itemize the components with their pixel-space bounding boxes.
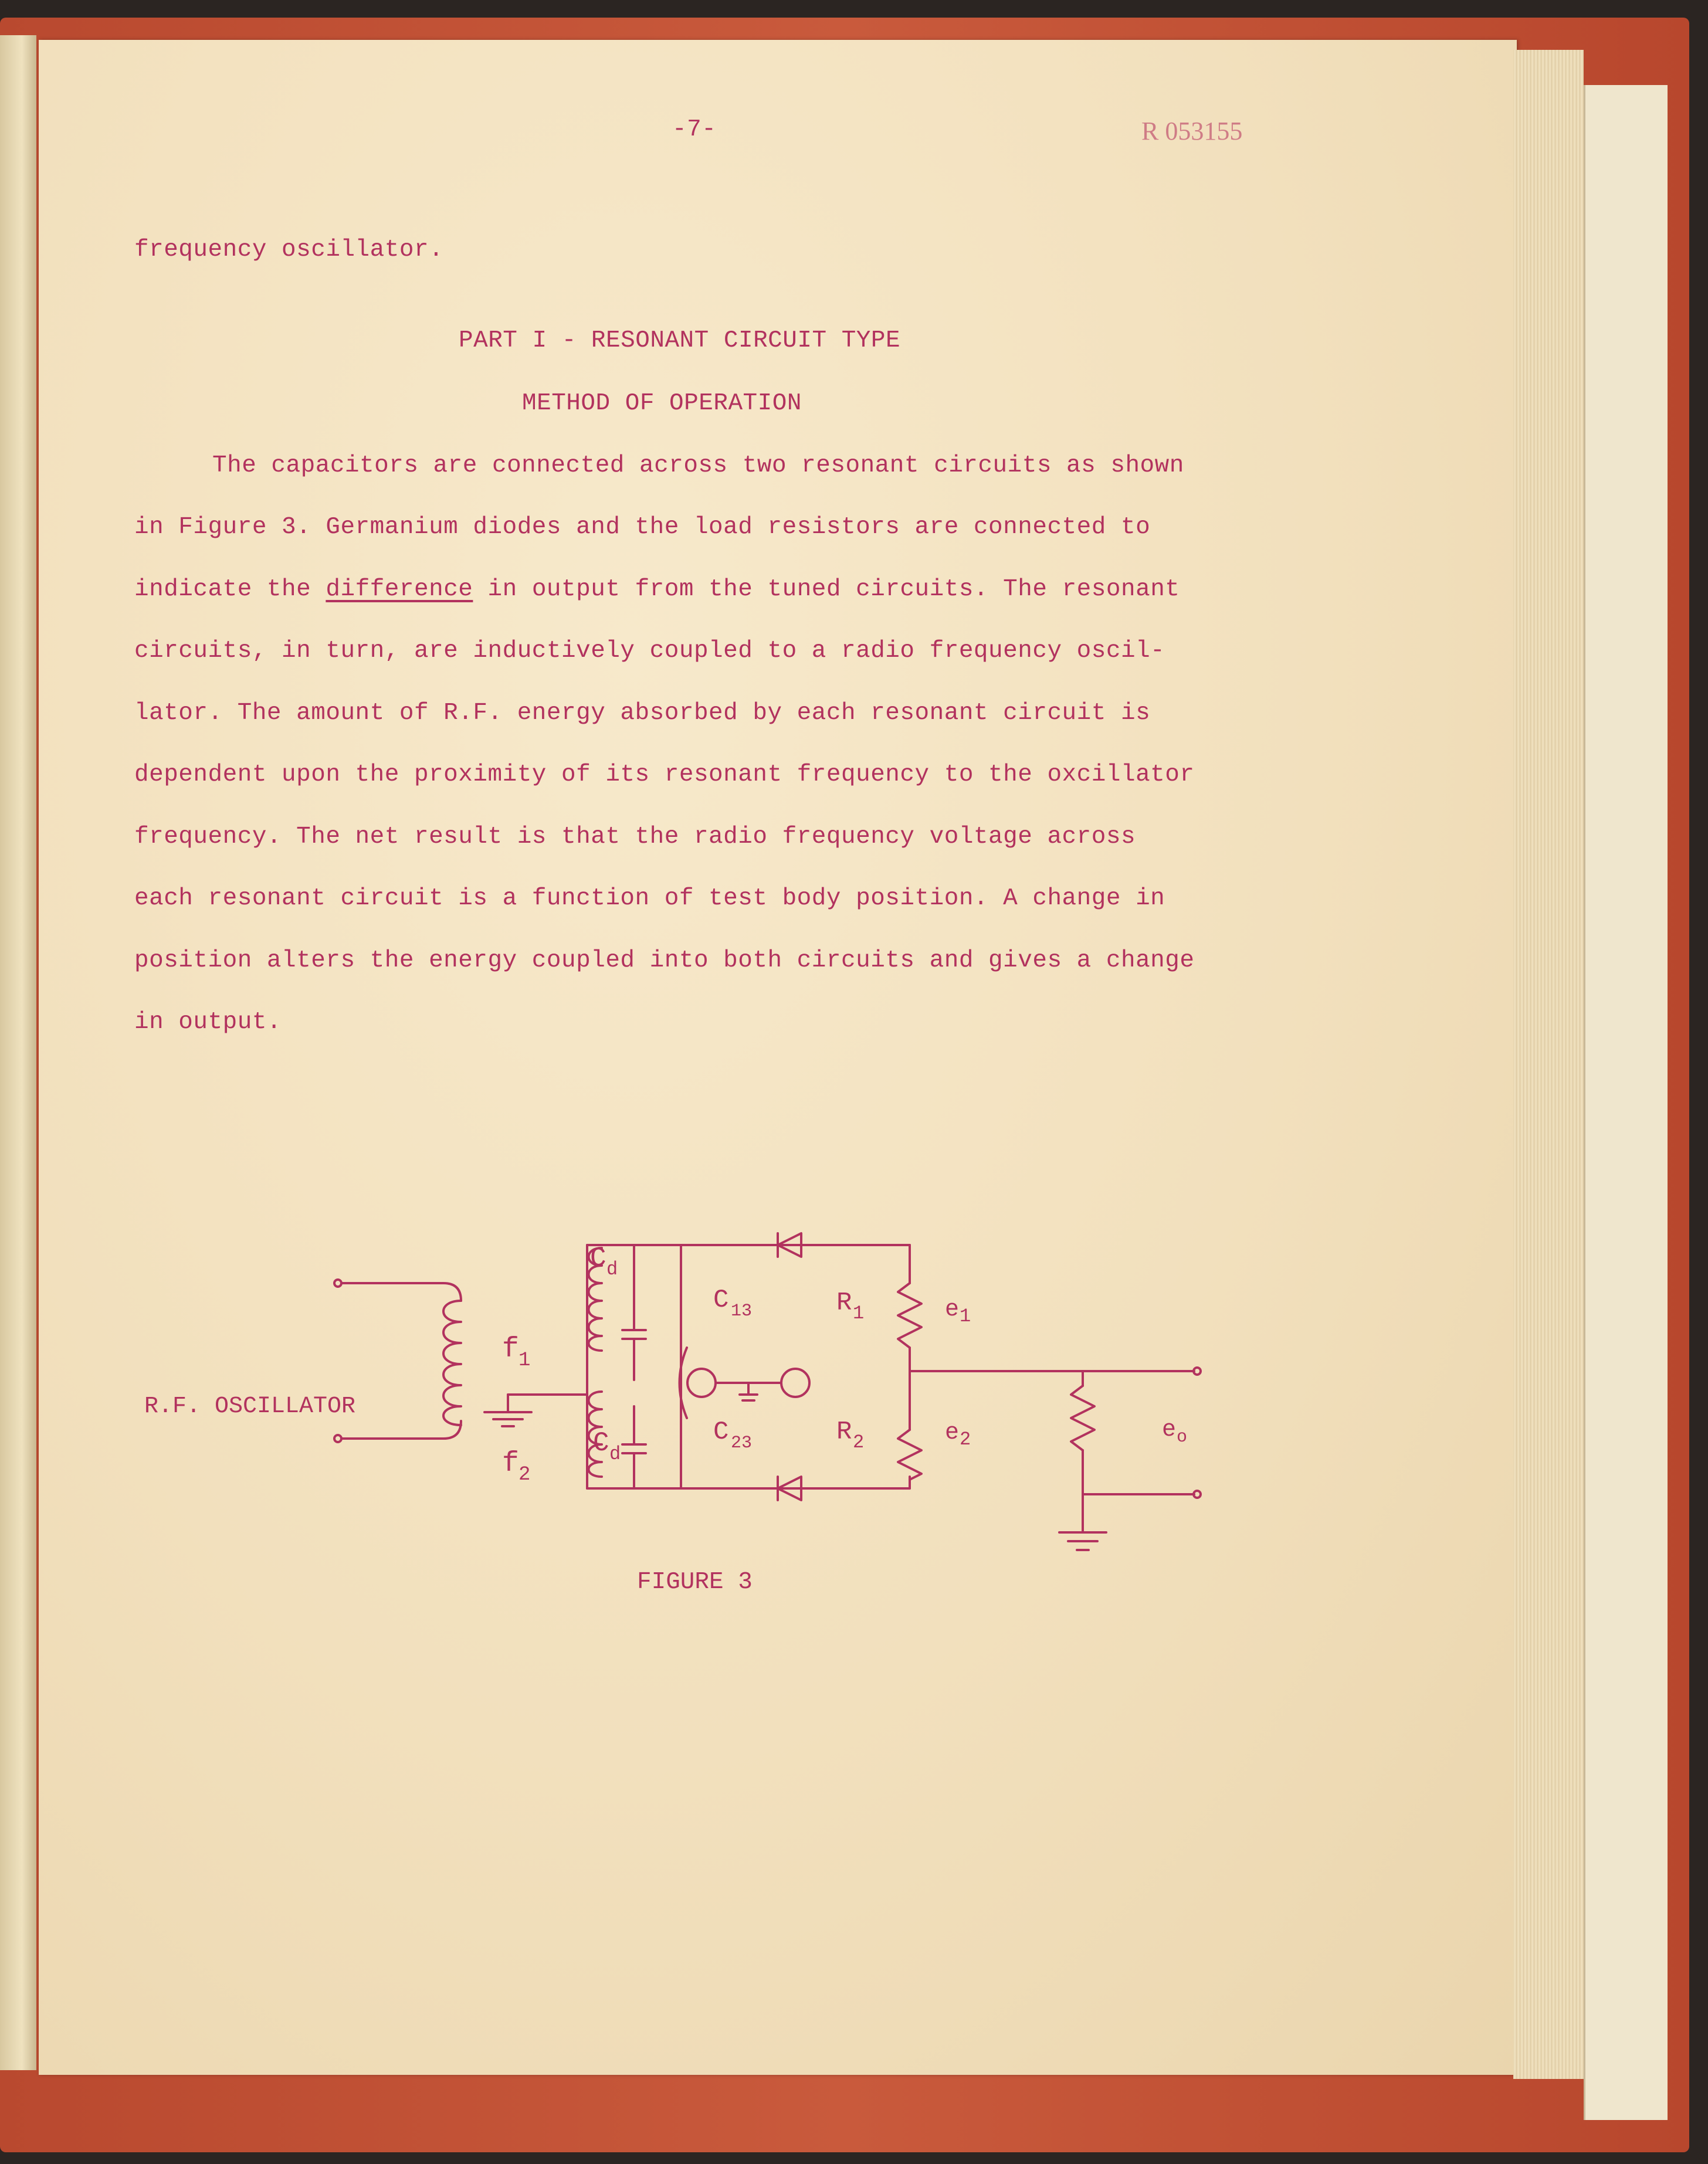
page-number: -7- (672, 116, 717, 143)
label-c13-sub: 13 (731, 1301, 753, 1321)
left-page-edge (0, 35, 36, 2070)
document-stamp: R 053155 (1141, 117, 1243, 145)
output-terminal-bottom (1194, 1491, 1201, 1498)
paragraph-line-10: in output. (134, 1009, 282, 1036)
label-c23-sub: 23 (731, 1433, 753, 1453)
primary-lead-bottom (341, 1421, 461, 1439)
label-c23: C (713, 1417, 729, 1447)
label-r2: R (836, 1417, 852, 1447)
label-f2: f (502, 1448, 519, 1480)
capacitor-plate-left (687, 1369, 716, 1397)
resistor-r1 (898, 1283, 921, 1348)
ground-symbol-right (1059, 1532, 1106, 1550)
resistor-load (1071, 1386, 1094, 1450)
paragraph-line-3-start: indicate the (134, 576, 311, 603)
paragraph-line-8: each resonant circuit is a function of test body position. A change in (134, 885, 1165, 912)
label-r1-sub: 1 (853, 1303, 865, 1324)
label-f2-sub: 2 (518, 1464, 531, 1486)
circuit-diagram (39, 40, 1517, 2075)
ground-symbol-left (484, 1412, 531, 1426)
resistor-r2 (898, 1430, 921, 1480)
test-body-ground (740, 1383, 757, 1400)
paragraph-line-7: frequency. The net result is that the radio frequency voltage across (134, 823, 1136, 850)
paragraph-line-4: circuits, in turn, are inductively coupled to a radio frequency oscil- (134, 637, 1165, 664)
paragraph-line-2: in Figure 3. Germanium diodes and the load resistors are connected to (134, 514, 1151, 541)
label-r2-sub: 2 (853, 1432, 865, 1453)
label-e1-sub: 1 (960, 1305, 971, 1327)
label-oscillator: R.F. OSCILLATOR (144, 1393, 356, 1420)
cd-bottom-capacitor (622, 1406, 646, 1488)
paragraph-line-5: lator. The amount of R.F. energy absorbed by each resonant circuit is (134, 700, 1151, 727)
page-fore-edge (1513, 50, 1584, 2079)
label-cd-top-sub: d (606, 1259, 618, 1280)
label-eo: e (1162, 1417, 1177, 1443)
part-heading: PART I - RESONANT CIRCUIT TYPE (459, 327, 901, 354)
label-cd-bottom: C (593, 1428, 609, 1459)
method-heading: METHOD OF OPERATION (522, 390, 802, 417)
label-e2-sub: 2 (960, 1429, 971, 1450)
figure-caption: FIGURE 3 (637, 1569, 753, 1596)
paragraph-line-9: position alters the energy coupled into both circuits and gives a change (134, 947, 1195, 974)
cd-top-capacitor (622, 1245, 646, 1380)
label-e1: e (945, 1297, 960, 1323)
label-f1-sub: 1 (518, 1349, 531, 1372)
paragraph-line-3-end: in output from the tuned circuits. The resonant (487, 576, 1180, 603)
continuation-line: frequency oscillator. (134, 236, 444, 263)
primary-lead-top (341, 1283, 461, 1301)
primary-coil (443, 1301, 461, 1425)
capacitor-plate-right (781, 1369, 809, 1397)
label-cd-top: C (590, 1243, 606, 1274)
label-eo-sub: o (1177, 1427, 1188, 1447)
label-e2: e (945, 1420, 960, 1446)
endpaper (1584, 85, 1668, 2120)
underlined-word: difference (326, 576, 473, 603)
label-f1: f (502, 1334, 519, 1365)
label-r1: R (836, 1288, 852, 1318)
paragraph-line-1: The capacitors are connected across two resonant circuits as shown (212, 452, 1184, 479)
label-c13: C (713, 1285, 729, 1315)
label-cd-bottom-sub: d (609, 1443, 621, 1465)
paragraph-line-6: dependent upon the proximity of its resonant frequency to the oxcillator (134, 761, 1195, 788)
output-terminal-top (1194, 1368, 1201, 1375)
document-page (39, 40, 1517, 2075)
